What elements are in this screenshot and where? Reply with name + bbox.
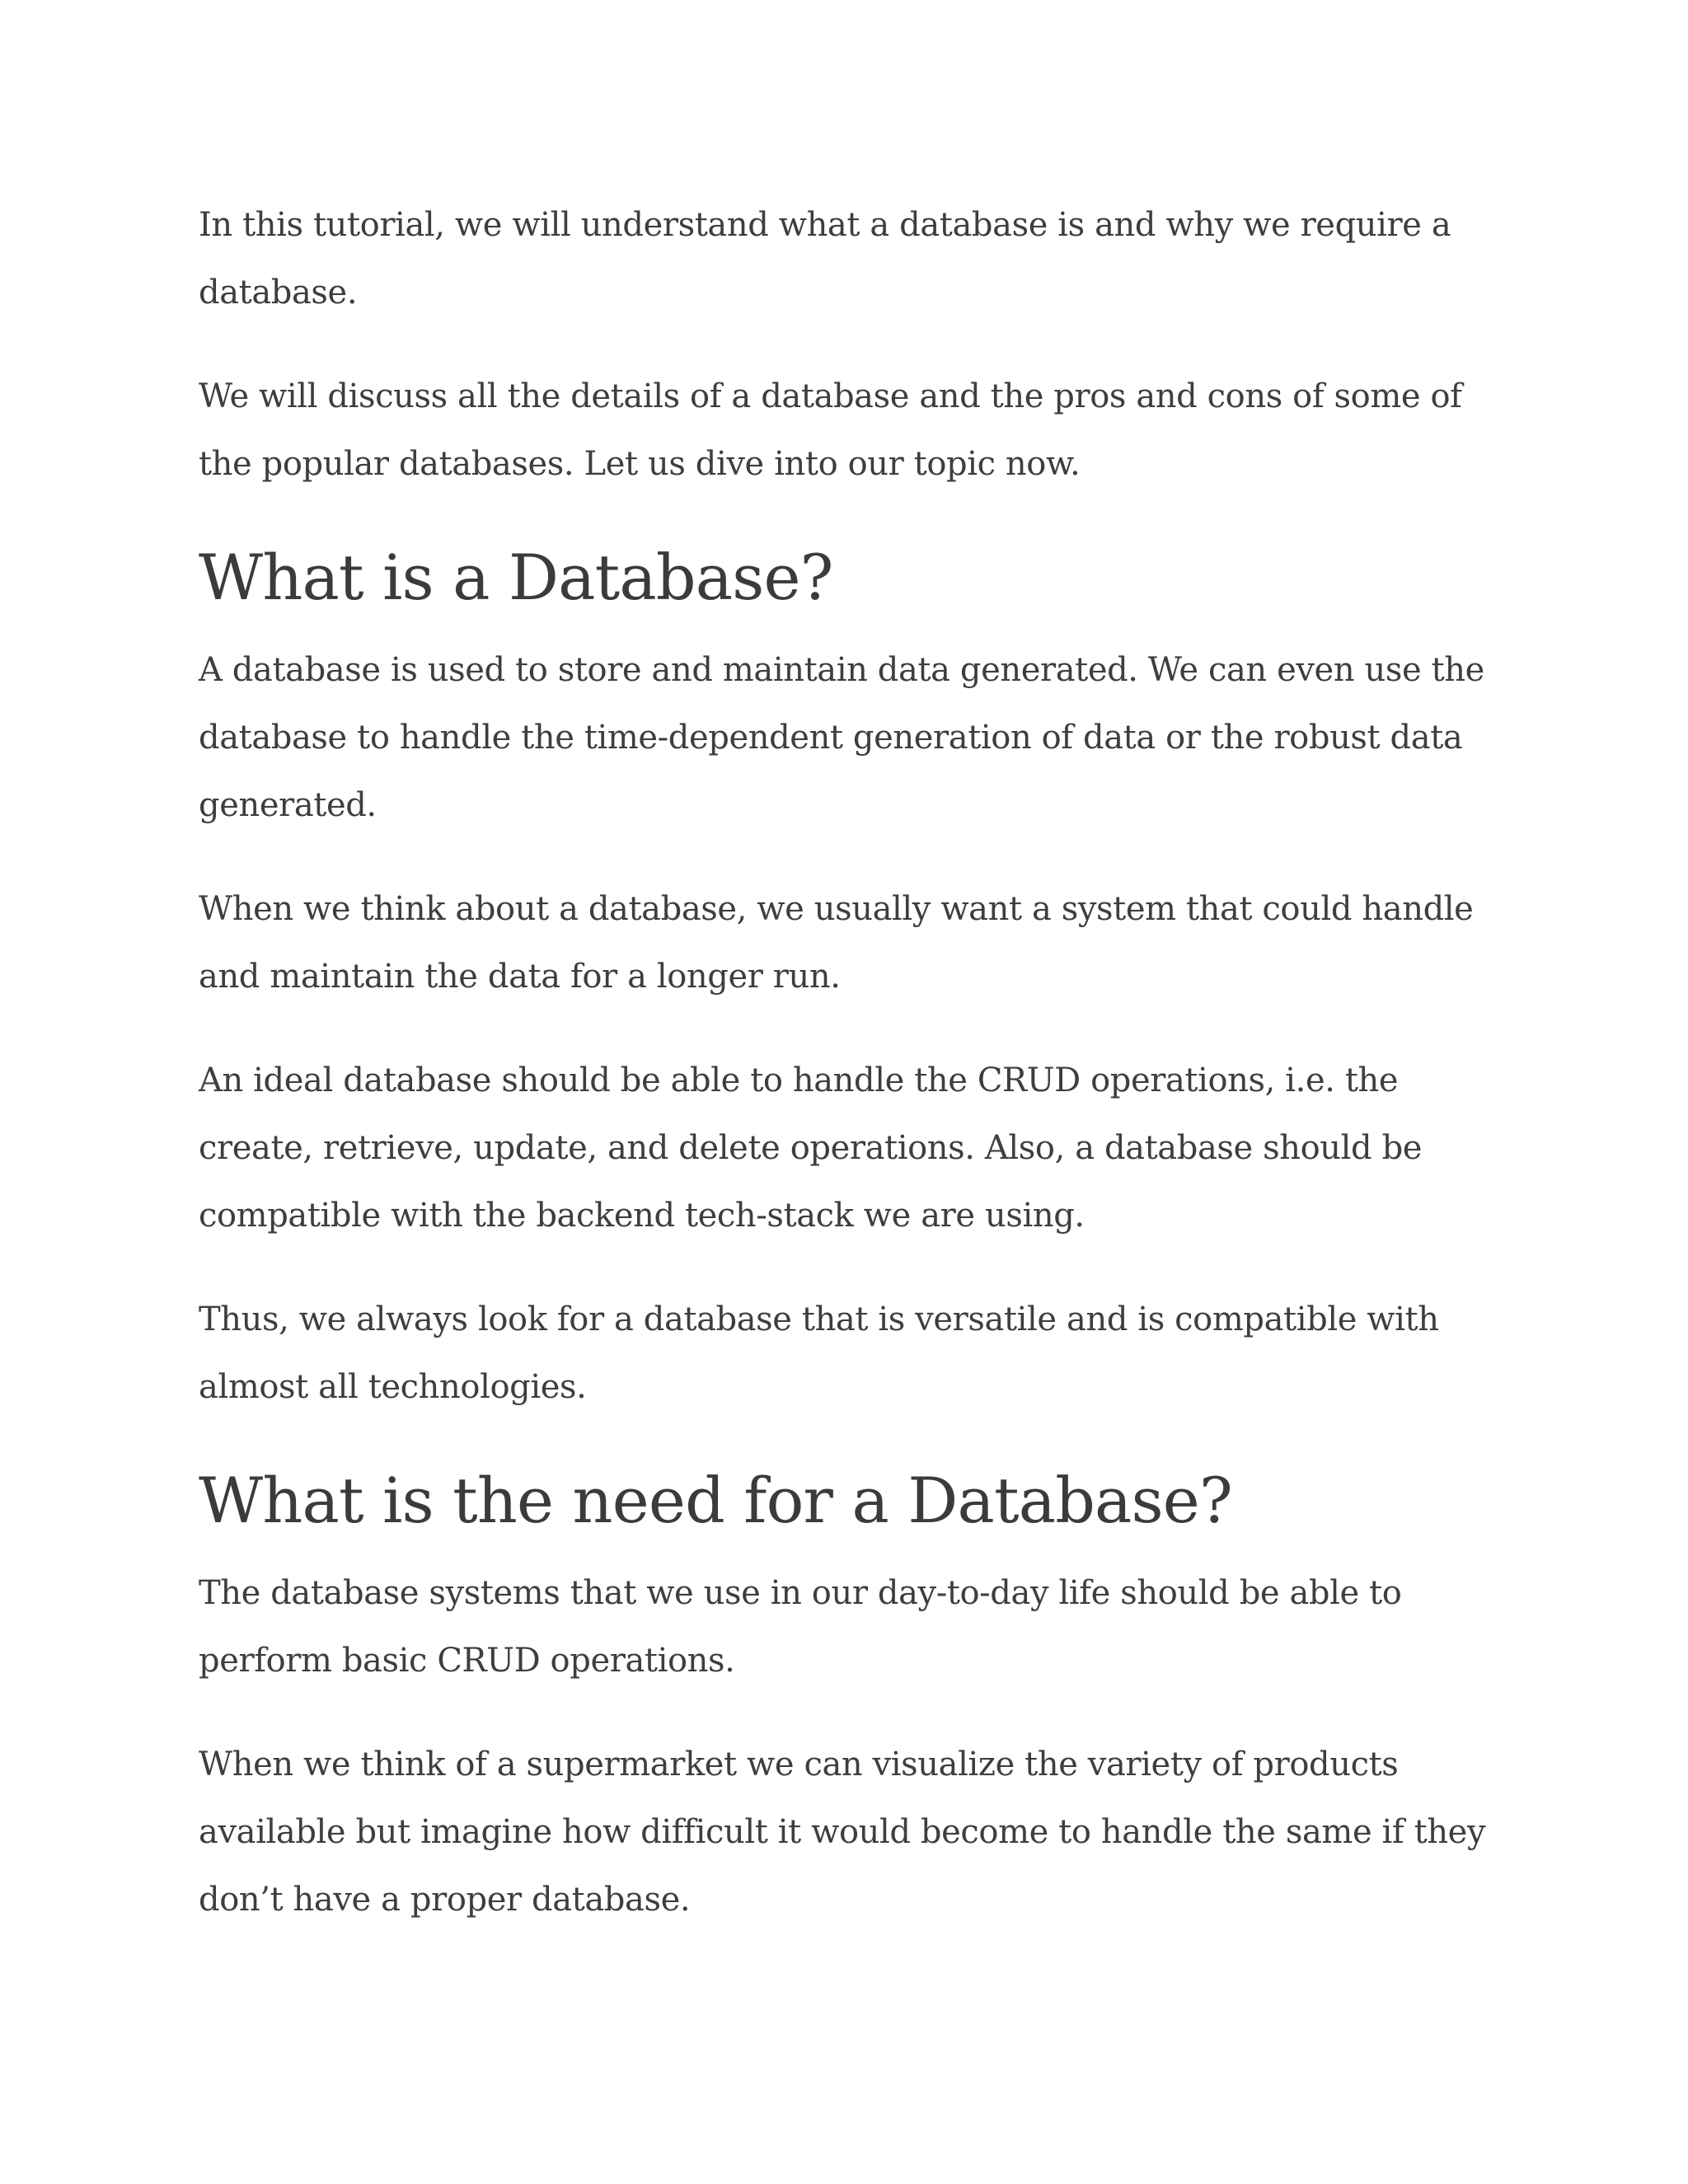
- body-paragraph: A database is used to store and maintain data generated. We can even use the database to handle the time-dependent generation of data or the robust data generated.: [199, 651, 1484, 824]
- section-heading: What is a Database?: [199, 541, 833, 614]
- body-paragraph: Thus, we always look for a database that is versatile and is compatible with almost all technologies.: [199, 1301, 1439, 1406]
- body-paragraph: The database systems that we use in our day-to-day life should be able to perform basic CRUD operations.: [199, 1574, 1402, 1680]
- body-paragraph: An ideal database should be able to handle the CRUD operations, i.e. the create, retrieve, update, and delete operations. Also, a database should be compatible with the backend tech-stack we are using.: [199, 1062, 1423, 1235]
- intro-paragraph: In this tutorial, we will understand what a database is and why we require a database.: [199, 206, 1451, 312]
- body-paragraph: When we think about a database, we usually want a system that could handle and maintain the data for a longer run.: [199, 890, 1474, 996]
- body-paragraph: When we think of a supermarket we can visualize the variety of products available but imagine how difficult it would become to handle the same if they don’t have a proper database.: [199, 1746, 1486, 1919]
- section-heading: What is the need for a Database?: [199, 1464, 1232, 1537]
- intro-paragraph: We will discuss all the details of a database and the pros and cons of some of the popular databases. Let us dive into our topic now.: [199, 377, 1462, 483]
- article-body: [199, 191, 1493, 1970]
